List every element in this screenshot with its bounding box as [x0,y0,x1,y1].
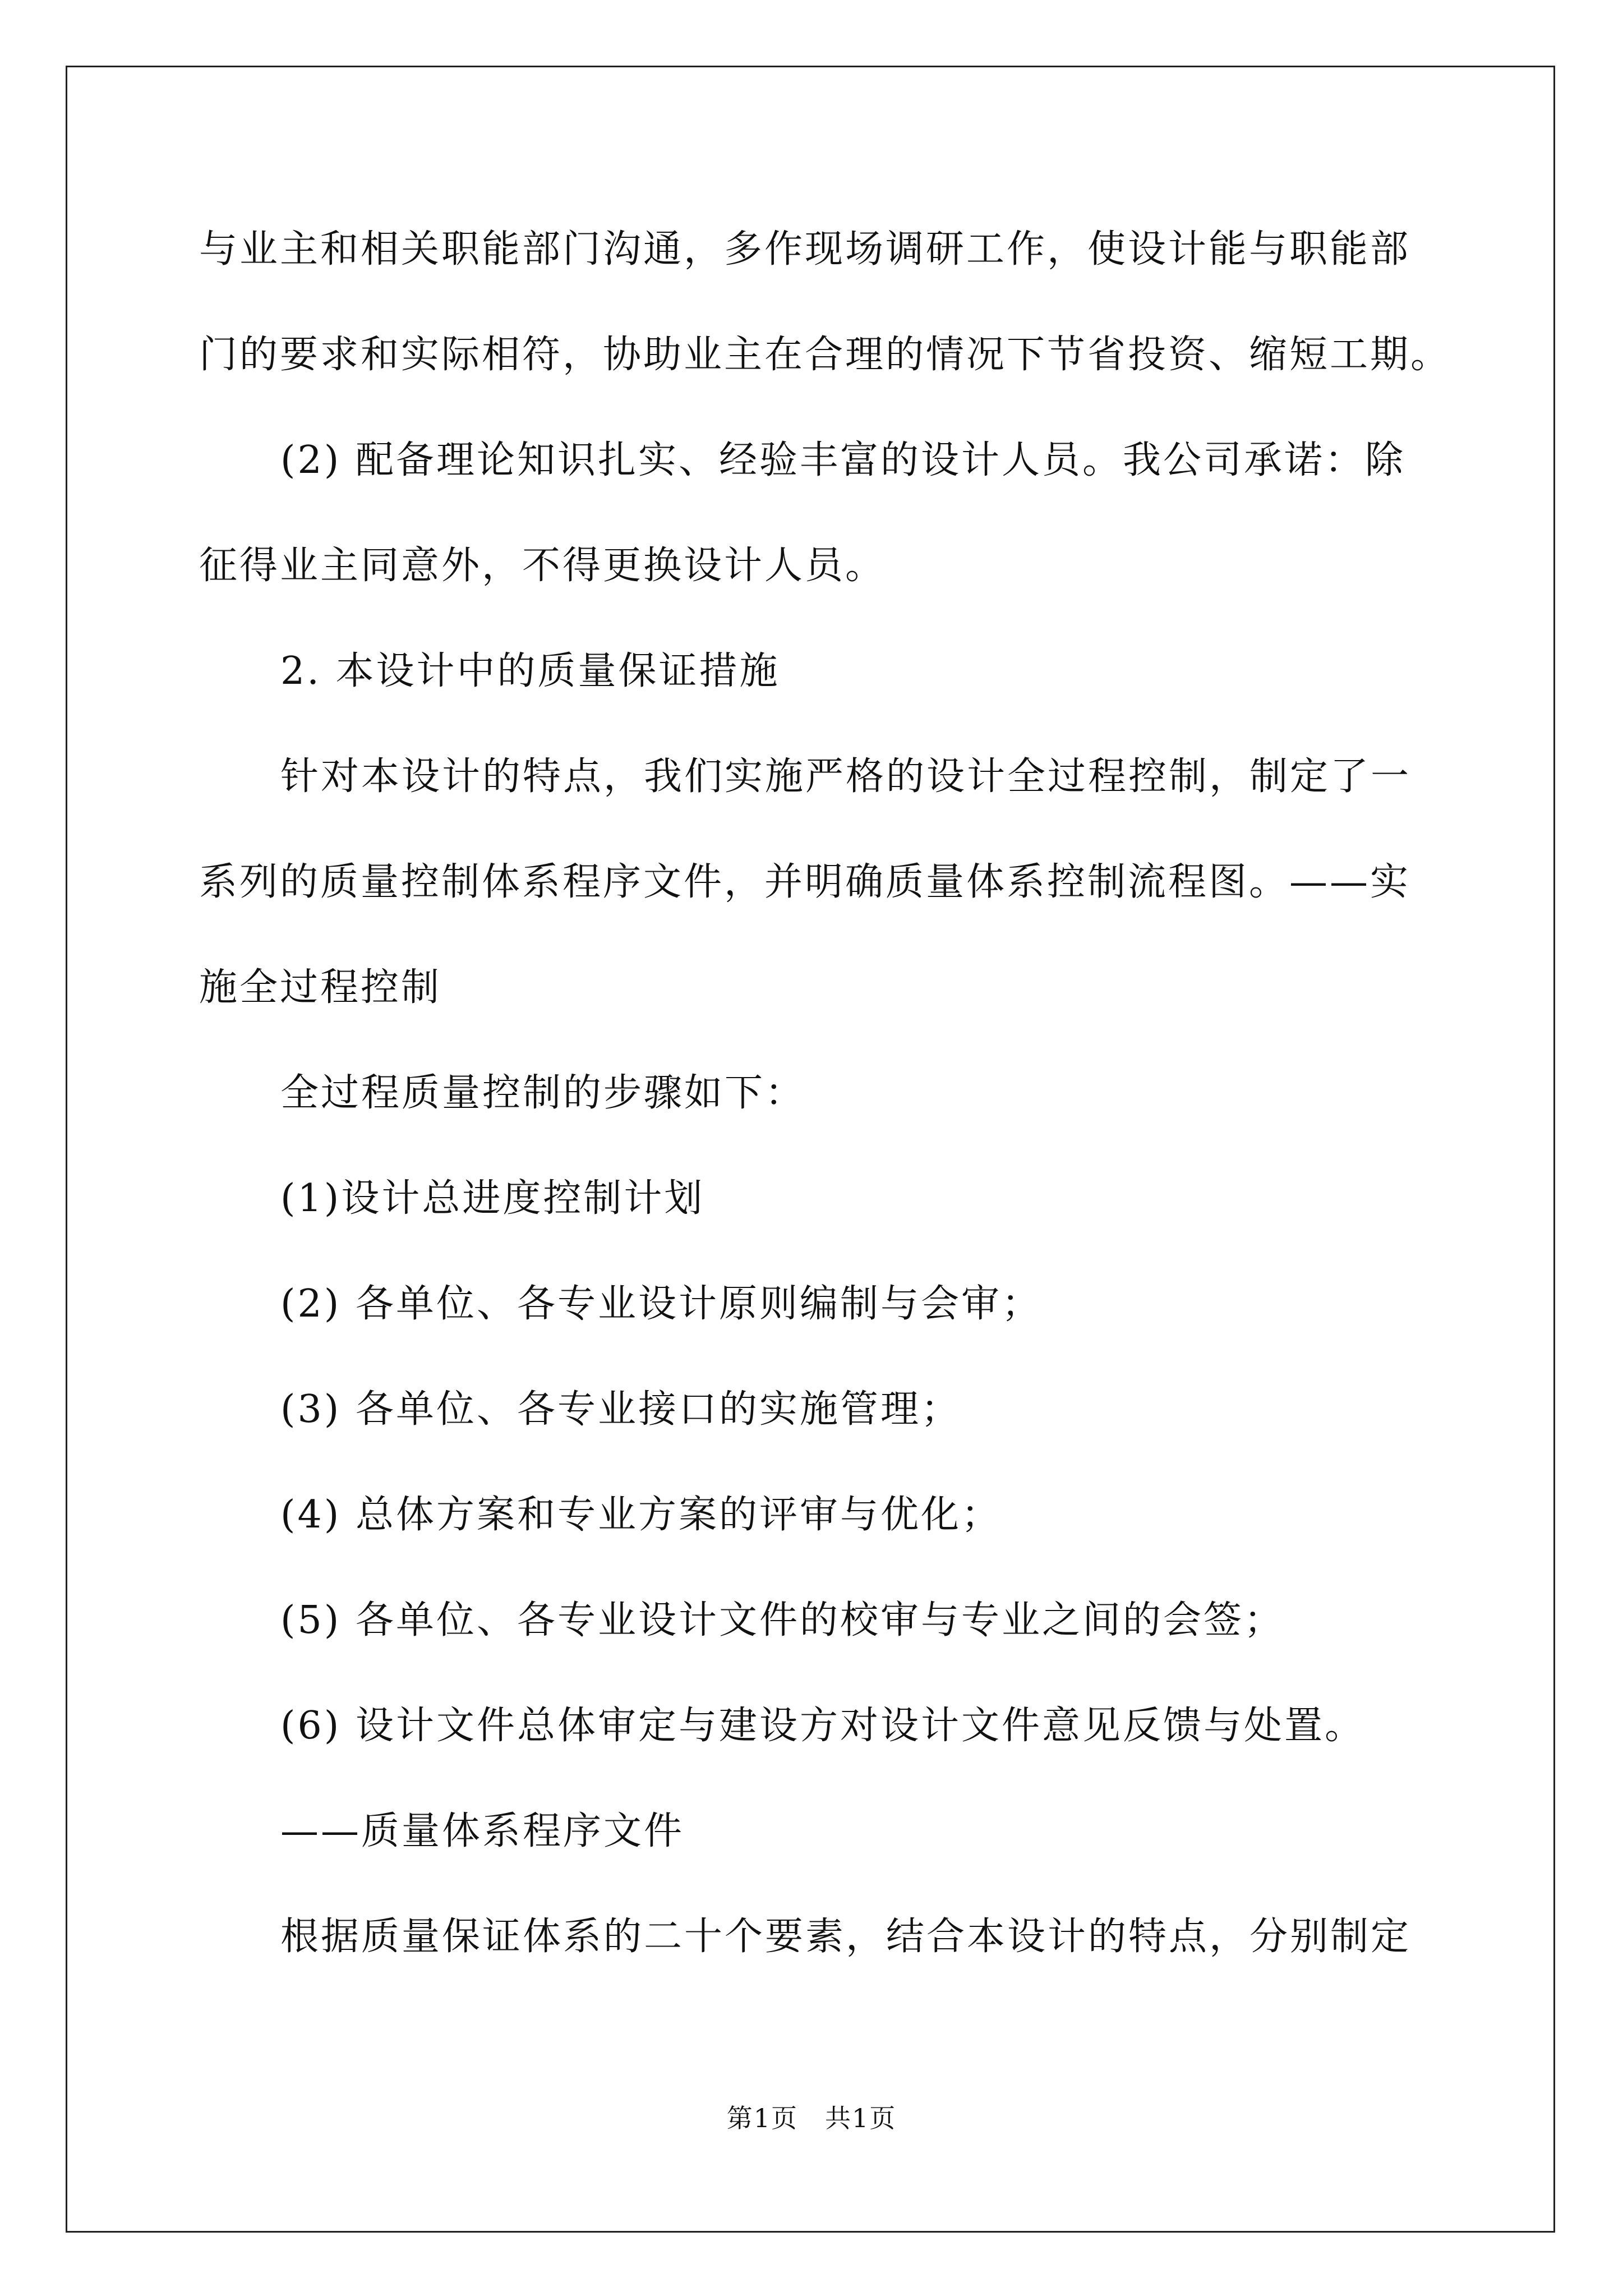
body-line-2: 门的要求和实际相符，协助业主在合理的情况下节省投资、缩短工期。 [199,333,1451,377]
page-border [66,66,1555,2233]
body-line-3: (2) 配备理论知识扎实、经验丰富的设计人员。我公司承诺：除 [280,438,1405,482]
body-line-6: 针对本设计的特点，我们实施严格的设计全过程控制，制定了一 [280,754,1412,799]
page-number-footer: 第1页 共1页 [726,2103,897,2133]
list-item-6: (6) 设计文件总体审定与建设方对设计文件意见反馈与处置。 [280,1704,1365,1748]
list-item-1: (1)设计总进度控制计划 [280,1176,705,1221]
body-line-8: 施全过程控制 [199,965,442,1010]
subsection-heading: ——质量体系程序文件 [280,1809,685,1853]
list-item-2: (2) 各单位、各专业设计原则编制与会审； [280,1282,1042,1326]
body-line-4: 征得业主同意外，不得更换设计人员。 [199,544,886,588]
body-line-1: 与业主和相关职能部门沟通，多作现场调研工作，使设计能与职能部 [199,227,1411,272]
list-item-3: (3) 各单位、各专业接口的实施管理； [280,1387,961,1432]
body-line-9: 全过程质量控制的步骤如下： [280,1071,806,1115]
body-line-7: 系列的质量控制体系程序文件，并明确质量体系控制流程图。——实 [199,860,1411,904]
list-item-4: (4) 总体方案和专业方案的评审与优化； [280,1493,1002,1537]
list-item-5: (5) 各单位、各专业设计文件的校审与专业之间的会签； [280,1598,1284,1642]
section-heading: 2. 本设计中的质量保证措施 [280,649,780,693]
body-line-17: 根据质量保证体系的二十个要素，结合本设计的特点，分别制定 [280,1915,1412,1959]
